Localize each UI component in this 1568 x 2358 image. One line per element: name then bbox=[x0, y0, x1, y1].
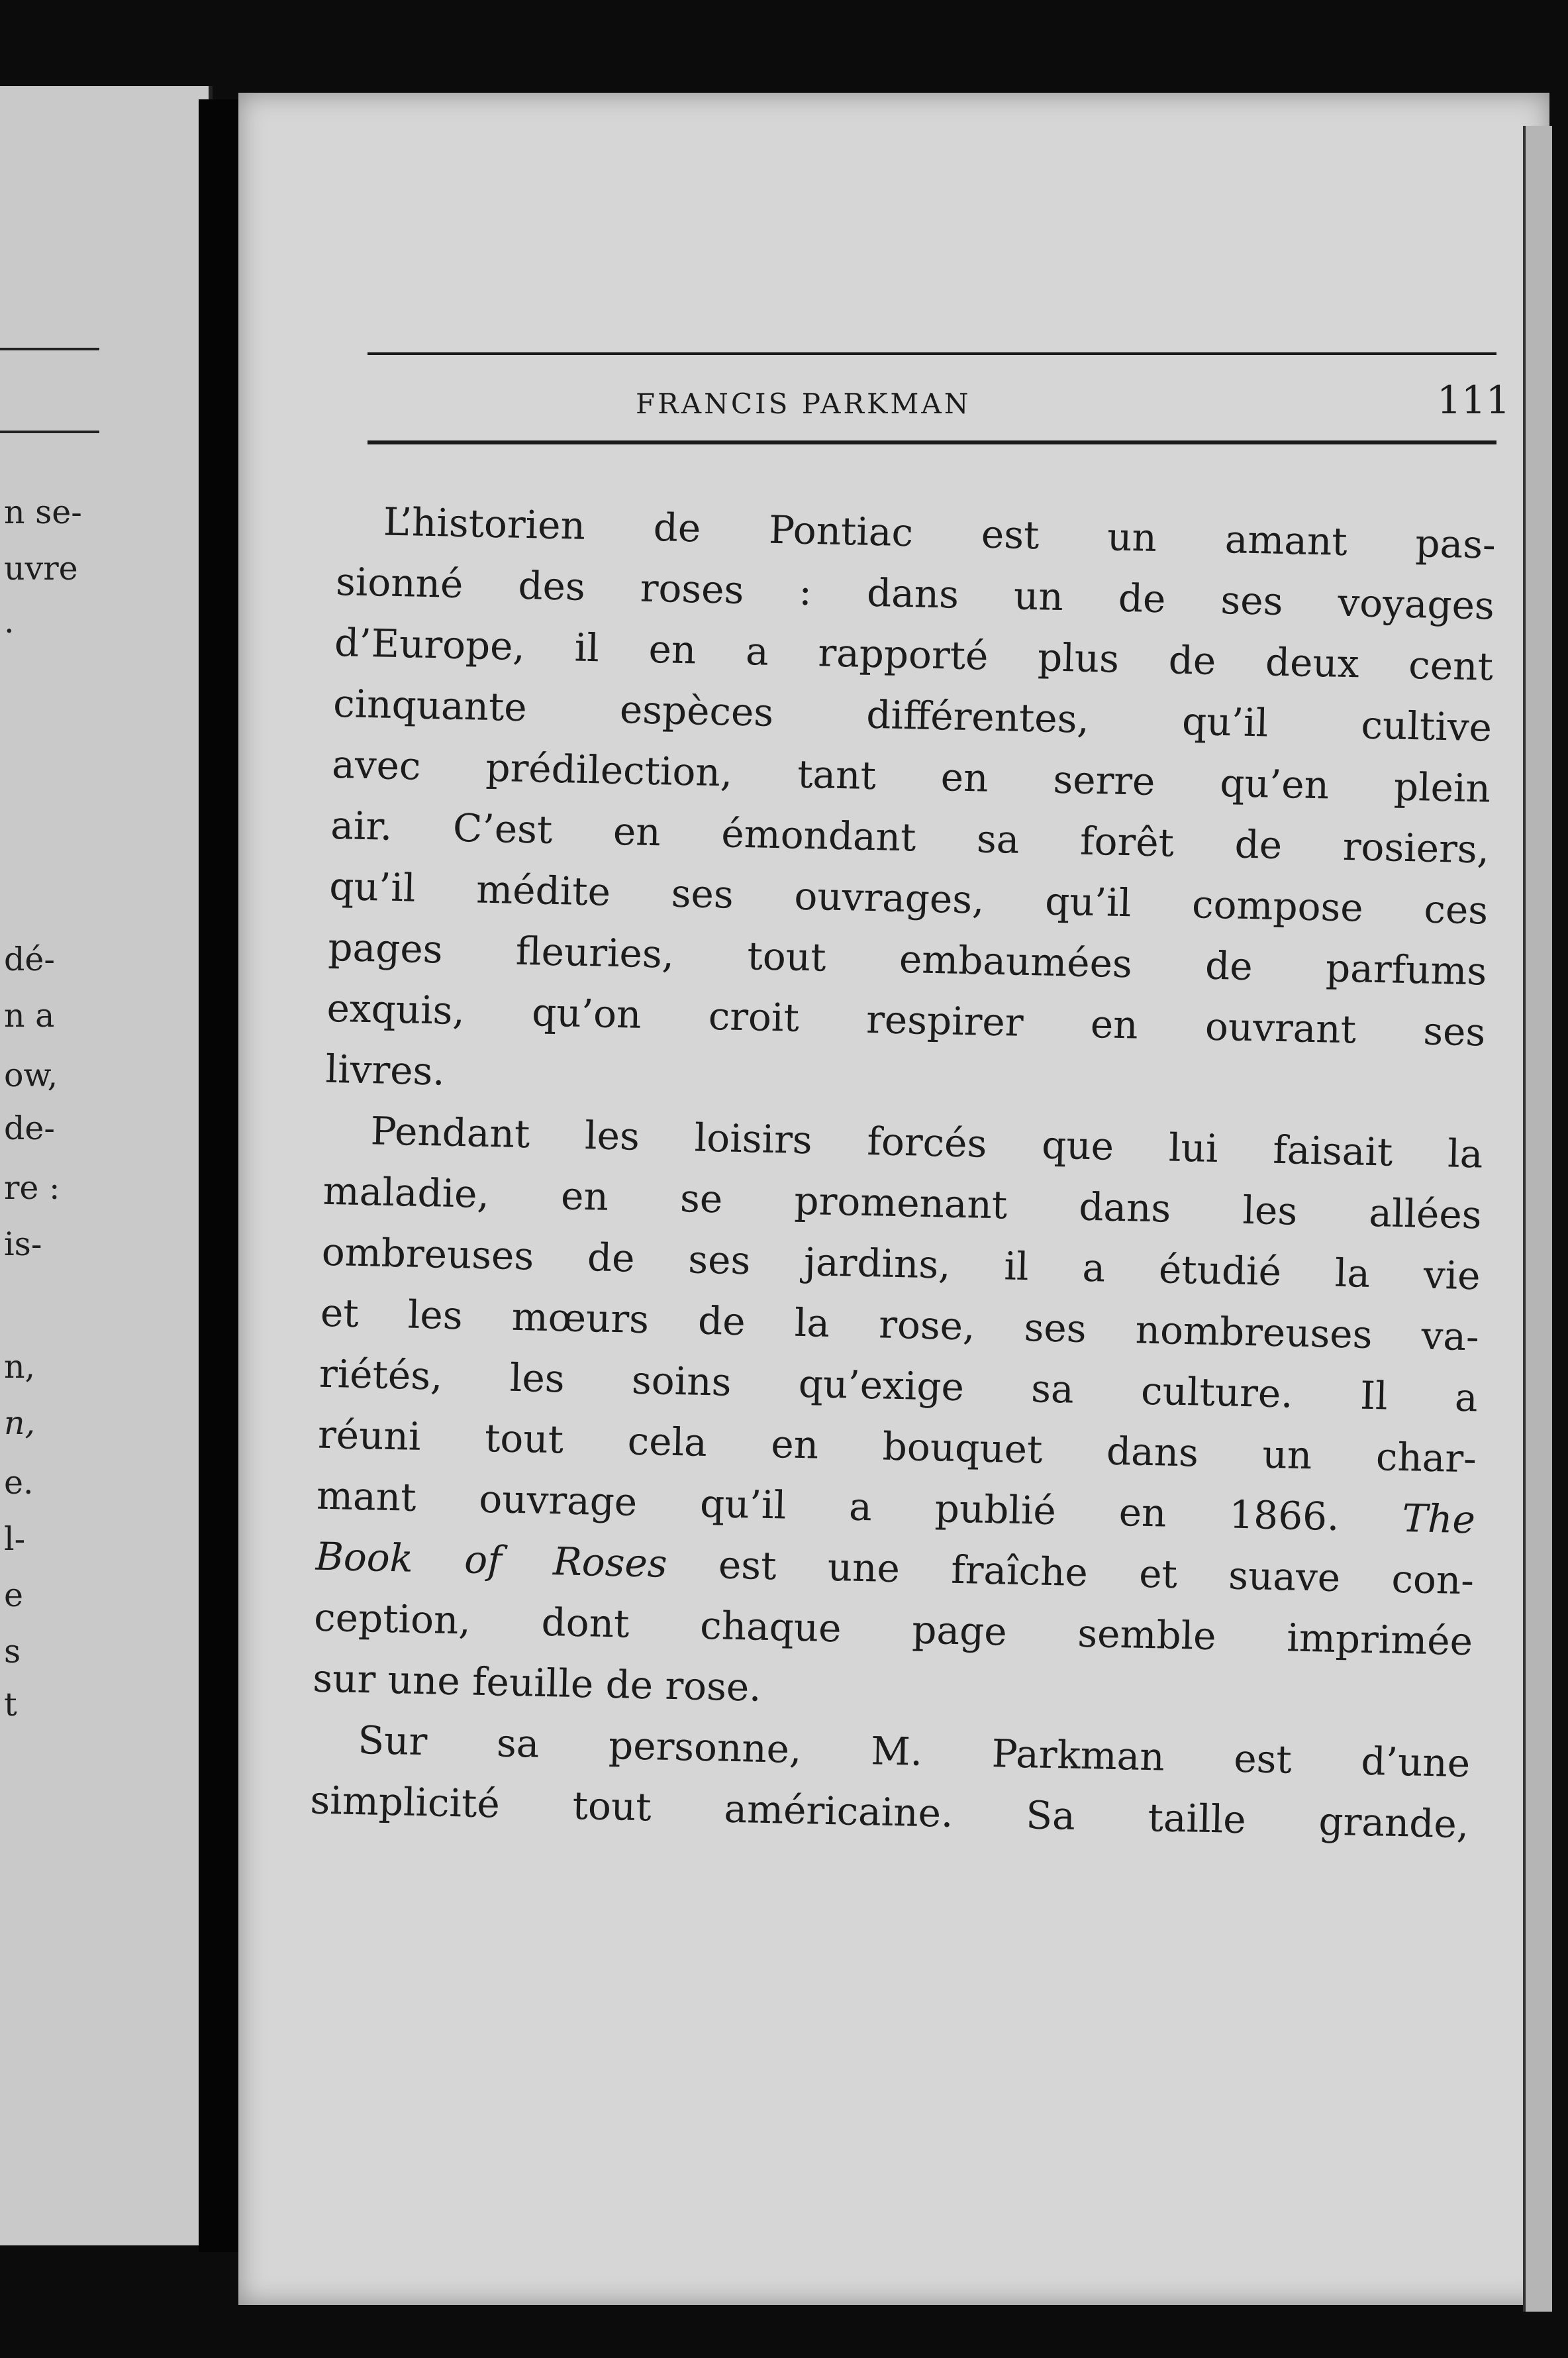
text-line: exquis, qu’on croit respirer en ouvrant ses bbox=[326, 985, 1486, 1055]
header-top-rule bbox=[368, 352, 1496, 355]
body-text bbox=[310, 490, 1496, 1855]
text-line: riétés, les soins qu’exige sa culture. Il a bbox=[318, 1351, 1479, 1421]
text-line: Pendant les loisirs forcés que lui faisait la bbox=[370, 1108, 1484, 1177]
left-text-fragment: dé- bbox=[4, 941, 55, 978]
left-text-fragment: uvre bbox=[4, 550, 78, 588]
text-segment: est une fraîche et suave con- bbox=[666, 1541, 1475, 1604]
book-page bbox=[238, 93, 1549, 2305]
text-line: L’historien de Pontiac est un amant pas- bbox=[383, 499, 1496, 568]
page-edge bbox=[1523, 126, 1552, 2312]
book-title-italic: The bbox=[1401, 1496, 1476, 1543]
header-bottom-rule bbox=[368, 440, 1496, 444]
left-text-fragment: ow, bbox=[4, 1056, 58, 1094]
left-page-rule bbox=[0, 431, 99, 433]
text-line: livres. bbox=[324, 1046, 446, 1094]
left-text-fragment: de- bbox=[4, 1109, 55, 1147]
left-text-fragment: s bbox=[4, 1633, 21, 1670]
text-line: réuni tout cela en bouquet dans un char- bbox=[317, 1411, 1477, 1482]
text-line: simplicité tout américaine. Sa taille grande, bbox=[309, 1777, 1469, 1847]
text-line: sionné des roses : dans un de ses voyages bbox=[335, 558, 1495, 629]
text-line: d’Europe, il en a rapporté plus de deux cent bbox=[334, 619, 1494, 690]
running-head: FRANCIS PARKMAN bbox=[636, 387, 971, 420]
text-segment: mant ouvrage qu’il a publié en 1866. bbox=[316, 1472, 1340, 1540]
text-line: cinquante espèces différentes, qu’il cultive bbox=[332, 680, 1493, 750]
left-text-fragment: re : bbox=[4, 1169, 60, 1207]
book-title-italic: Book of Roses bbox=[315, 1533, 668, 1586]
left-text-fragment: e. bbox=[4, 1464, 34, 1502]
text-line: Sur sa personne, M. Parkman est d’une bbox=[357, 1717, 1471, 1786]
left-page-rule bbox=[0, 348, 99, 350]
left-text-fragment: n se- bbox=[4, 493, 82, 531]
text-line: pages fleuries, tout embaumées de parfums bbox=[327, 924, 1487, 994]
text-line: ception, dont chaque page semble imprimée bbox=[313, 1594, 1473, 1665]
left-text-fragment: n a bbox=[4, 997, 55, 1035]
text-line: air. C’est en émondant sa forêt de rosiers, bbox=[330, 802, 1490, 872]
text-line: sur une feuille de rose. bbox=[312, 1655, 762, 1710]
text-line: qu’il médite ses ouvrages, qu’il compose ces bbox=[328, 863, 1489, 933]
left-page-fragment bbox=[0, 86, 213, 2245]
text-line: maladie, en se promenant dans les allées bbox=[322, 1168, 1483, 1238]
text-line: avec prédilection, tant en serre qu’en plein bbox=[331, 741, 1491, 811]
left-text-fragment: e bbox=[4, 1576, 23, 1614]
text-line: et les mœurs de la rose, ses nombreuses va- bbox=[320, 1290, 1480, 1360]
left-text-fragment: l- bbox=[4, 1520, 26, 1558]
left-text-fragment: n, bbox=[4, 1404, 36, 1442]
left-text-fragment: n, bbox=[4, 1348, 36, 1386]
left-text-fragment: is- bbox=[4, 1225, 42, 1263]
text-line: ombreuses de ses jardins, il a étudié la vie bbox=[321, 1229, 1481, 1299]
left-text-fragment: . bbox=[4, 603, 15, 641]
page-number: 111 bbox=[1437, 378, 1510, 423]
left-text-fragment: t bbox=[4, 1686, 17, 1723]
